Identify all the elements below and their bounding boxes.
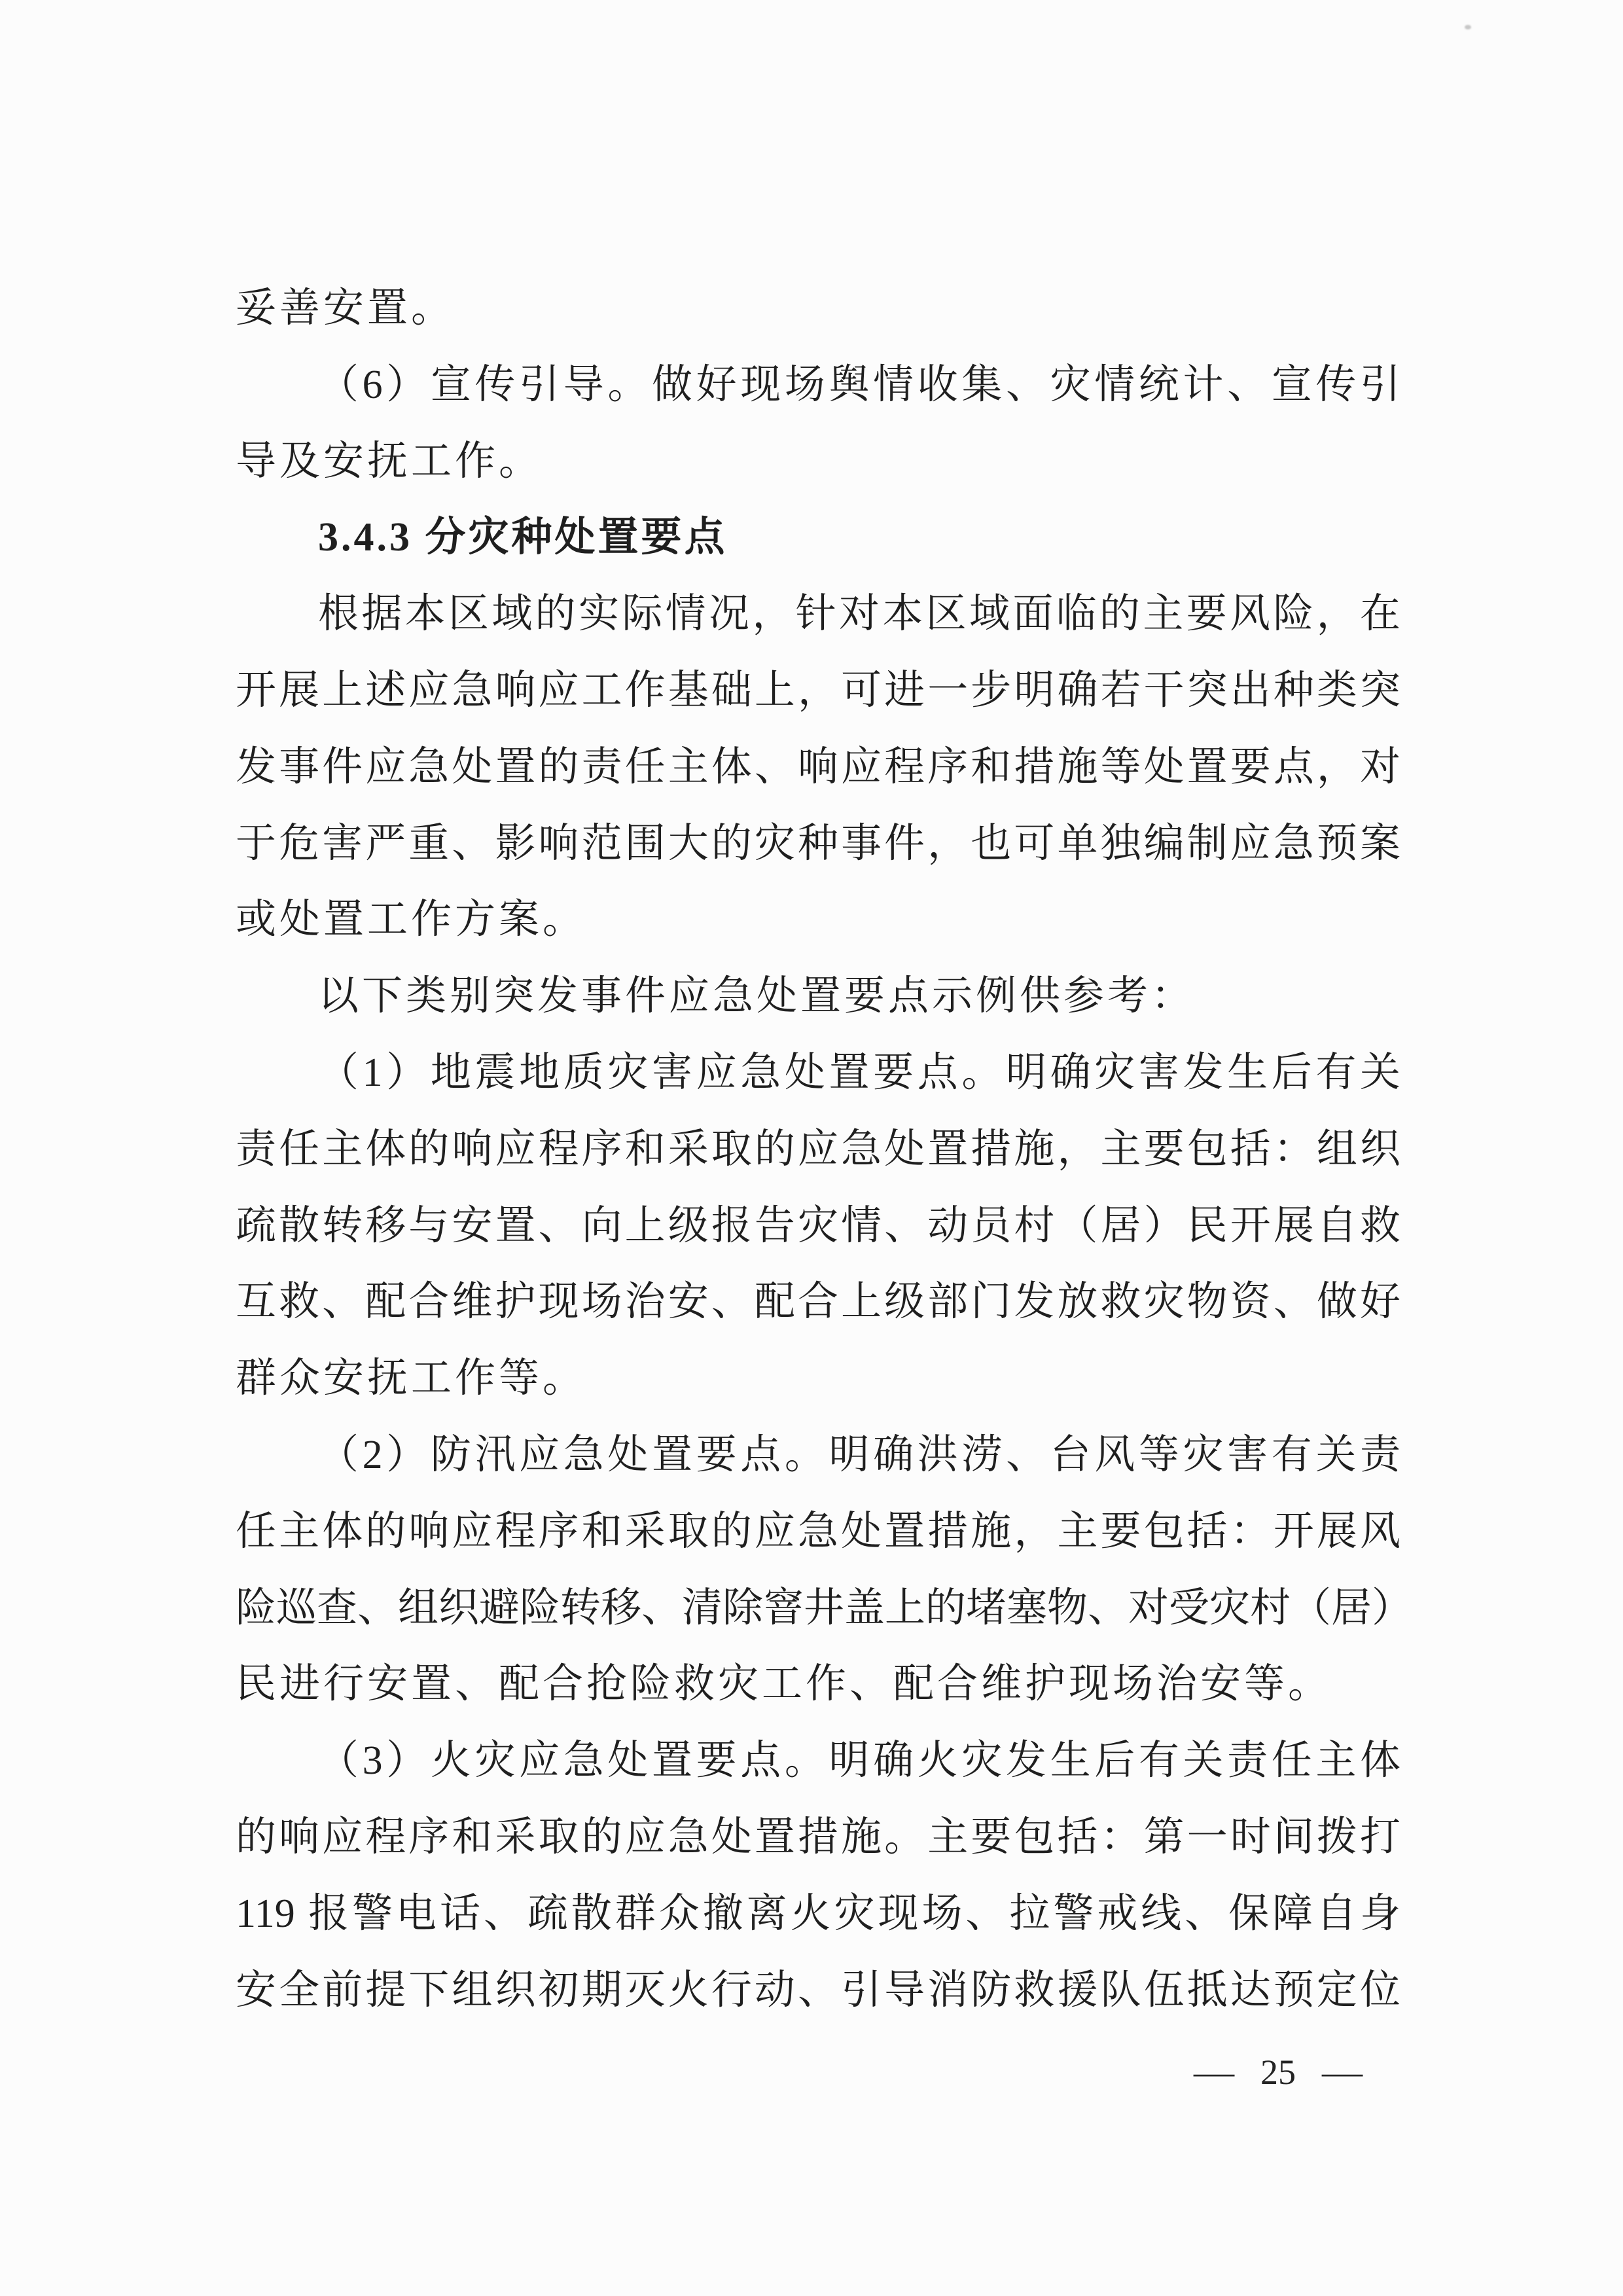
footer-page-number: 25 [1260, 2053, 1296, 2092]
scan-artifact-dot [1465, 25, 1471, 29]
footer-dash-right: — [1321, 2053, 1363, 2092]
text-line: 任主体的响应程序和采取的应急处置措施，主要包括：开展风 [236, 1509, 1400, 1554]
text-line: 导及安抚工作。 [236, 439, 543, 484]
text-line: 或处置工作方案。 [236, 897, 587, 942]
text-line: 根据本区域的实际情况，针对本区域面临的主要风险，在 [318, 592, 1400, 637]
text-line: 群众安抚工作等。 [236, 1356, 587, 1401]
text-line: 的响应程序和采取的应急处置措施。主要包括：第一时间拨打 [236, 1814, 1400, 1859]
text-line: 疏散转移与安置、向上级报告灾情、动员村（居）民开展自救 [236, 1203, 1400, 1248]
text-line: 责任主体的响应程序和采取的应急处置措施，主要包括：组织 [236, 1126, 1400, 1172]
text-line: 妥善安置。 [236, 286, 455, 331]
text-line: 以下类别突发事件应急处置要点示例供参考： [318, 974, 1196, 1019]
text-line: （6）宣传引导。做好现场舆情收集、灾情统计、宣传引 [318, 362, 1400, 407]
text-line: （1）地震地质灾害应急处置要点。明确灾害发生后有关 [318, 1050, 1400, 1095]
text-line: 开展上述应急响应工作基础上，可进一步明确若干突出种类突 [236, 668, 1400, 713]
text-line: （3）火灾应急处置要点。明确火灾发生后有关责任主体 [318, 1738, 1400, 1784]
footer-dash-left: — [1193, 2053, 1235, 2092]
text-line: 发事件应急处置的责任主体、响应程序和措施等处置要点，对 [236, 744, 1400, 789]
text-line: 119 报警电话、疏散群众撤离火灾现场、拉警戒线、保障自身 [236, 1891, 1400, 1936]
section-heading: 3.4.3 分灾种处置要点 [318, 515, 728, 560]
text-line: 于危害严重、影响范围大的灾种事件，也可单独编制应急预案 [236, 821, 1400, 866]
page-number-footer [1193, 2047, 1363, 2097]
text-line: （2）防汛应急处置要点。明确洪涝、台风等灾害有关责 [318, 1432, 1400, 1477]
text-line: 民进行安置、配合抢险救灾工作、配合维护现场治安等。 [236, 1662, 1332, 1707]
text-line: 险巡查、组织避险转移、清除窨井盖上的堵塞物、对受灾村（居） [236, 1585, 1413, 1630]
text-line: 安全前提下组织初期灭火行动、引导消防救援队伍抵达预定位 [236, 1967, 1400, 2013]
text-line: 互救、配合维护现场治安、配合上级部门发放救灾物资、做好 [236, 1280, 1400, 1325]
document-body [236, 270, 1413, 2028]
